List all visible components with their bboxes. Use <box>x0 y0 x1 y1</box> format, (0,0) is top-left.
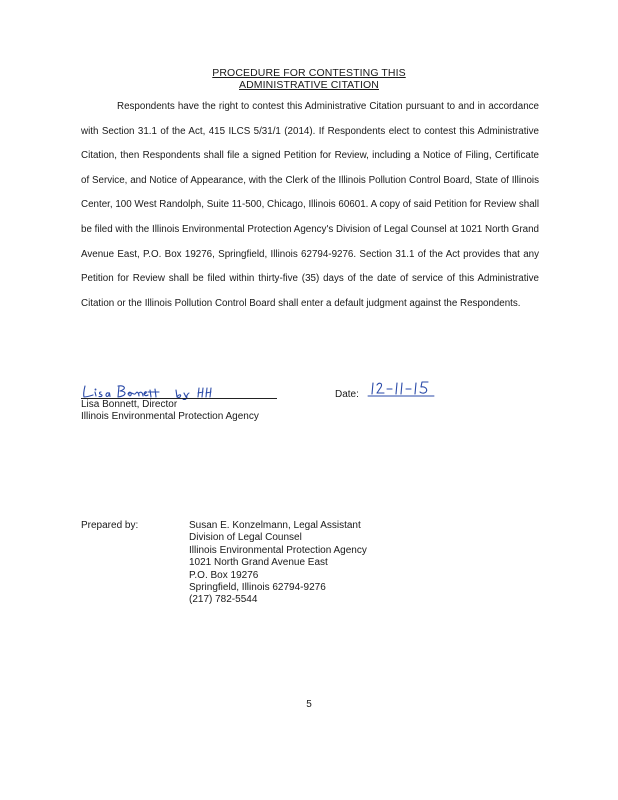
signer-name-title: Lisa Bonnett, Director <box>81 399 178 410</box>
preparer-po-box: P.O. Box 19276 <box>189 569 259 581</box>
preparer-address-block <box>189 520 367 607</box>
document-title <box>0 67 618 91</box>
preparer-agency: Illinois Environmental Protection Agency <box>189 544 367 556</box>
preparer-name: Susan E. Konzelmann, Legal Assistant <box>189 520 361 531</box>
title-line-2: ADMINISTRATIVE CITATION <box>239 79 379 91</box>
preparer-phone: (217) 782-5544 <box>189 594 258 606</box>
date-label: Date: <box>335 389 359 400</box>
procedure-paragraph: Respondents have the right to contest this Administrative Citation pursuant to and in accordance with Section 31.1 of the Act, 415 ILCS 5/31/1 (2014). If Respondents elect to contest this Administrative Citation, then Respondents shall file a signed Petition for Review, including a Notice of Filing, Certificate of Service, and Notice of Appearance, with the Clerk of the Illinois Pollution Control Board, State of Illinois Center, 100 West Randolph, Suite 11-500, Chicago, Illinois 60601. A copy of said Petition for Review shall be filed with the Illinois Environmental Protection Agency's Division of Legal Counsel at 1021 North Grand Avenue East, P.O. Box 19276, Springfield, Illinois 62794-9276. Section 31.1 of the Act provides that any Petition for Review shall be filed within thirty-five (35) days of the date of service of this Administrative Citation or the Illinois Pollution Control Board shall enter a default judgment against the Respondents. <box>81 101 539 309</box>
signer-organization: Illinois Environmental Protection Agency <box>81 411 259 422</box>
title-line-1: PROCEDURE FOR CONTESTING THIS <box>212 67 406 79</box>
page-number: 5 <box>306 699 312 710</box>
preparer-division: Division of Legal Counsel <box>189 532 302 544</box>
prepared-by-label: Prepared by: <box>81 520 139 531</box>
handwritten-date <box>366 378 436 402</box>
preparer-city: Springfield, Illinois 62794-9276 <box>189 582 326 594</box>
preparer-street: 1021 North Grand Avenue East <box>189 557 328 569</box>
